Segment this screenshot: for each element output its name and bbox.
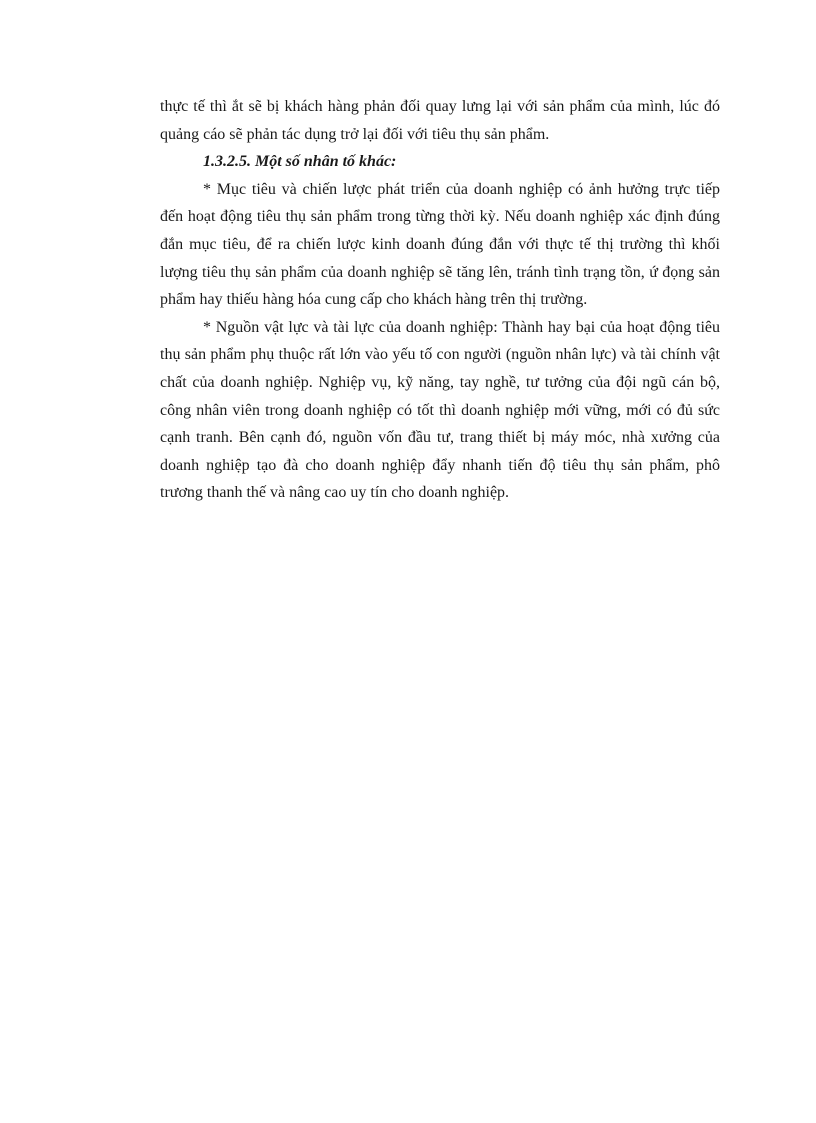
paragraph-objectives-strategy: * Mục tiêu và chiến lược phát triển của doanh nghiệp có ảnh hưởng trực tiếp đến hoạt động tiêu thụ sản phẩm trong từng thời kỳ. Nếu doanh nghiệp xác định đúng đắn mục tiêu, để ra chiến lược kinh doanh đúng đắn với thực tế thị trường thì khối lượng tiêu thụ sản phẩm của doanh nghiệp sẽ tăng lên, tránh tình trạng tồn, ứ đọng sản phẩm hay thiếu hàng hóa cung cấp cho khách hàng trên thị trường. xyxy=(160,180,720,309)
section-heading: 1.3.2.5. Một số nhân tố khác: xyxy=(203,153,397,171)
document-body xyxy=(160,93,720,507)
paragraph-resources: * Nguồn vật lực và tài lực của doanh nghiệp: Thành hay bại của hoạt động tiêu thụ sản phẩm phụ thuộc rất lớn vào yếu tố con người (nguồn nhân lực) và tài chính vật chất của doanh nghiệp. Nghiệp vụ, kỹ năng, tay nghề, tư tưởng của đội ngũ cán bộ, công nhân viên trong doanh nghiệp có tốt thì doanh nghiệp mới vững, mới có đủ sức cạnh tranh. Bên cạnh đó, nguồn vốn đầu tư, trang thiết bị máy móc, nhà xưởng của doanh nghiệp tạo đà cho doanh nghiệp đẩy nhanh tiến độ tiêu thụ sản phẩm, phô trương thanh thế và nâng cao uy tín cho doanh nghiệp. xyxy=(160,318,720,502)
paragraph-continuation: thực tế thì ắt sẽ bị khách hàng phản đối quay lưng lại với sản phẩm của mình, lúc đó quảng cáo sẽ phản tác dụng trở lại đối với tiêu thụ sản phẩm. xyxy=(160,98,720,143)
